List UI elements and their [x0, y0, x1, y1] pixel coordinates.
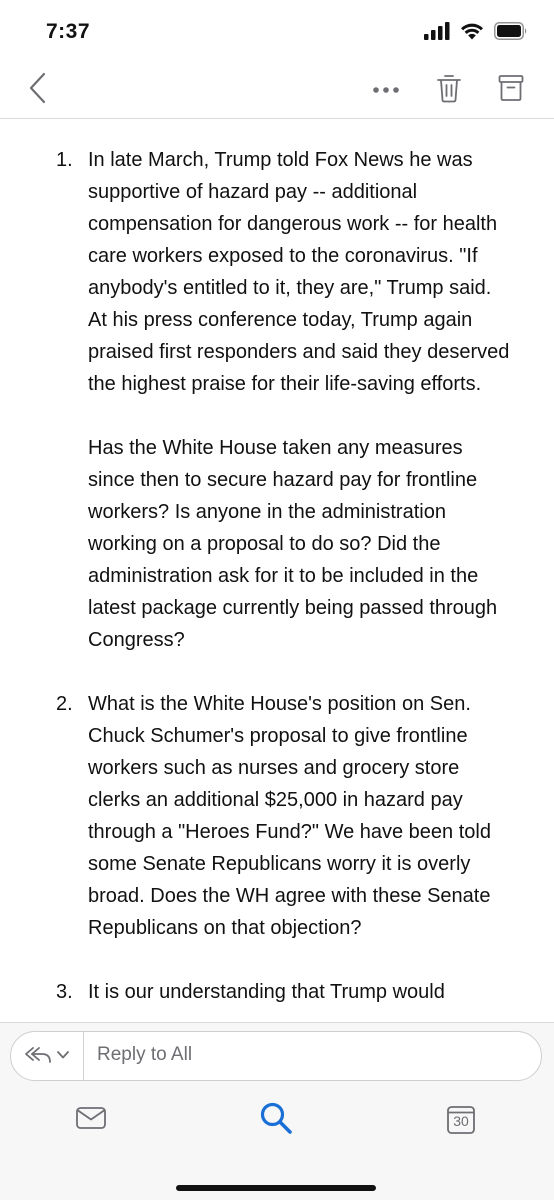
chevron-left-icon: [27, 72, 49, 109]
list-item: [0, 144, 554, 656]
email-toolbar: [0, 64, 554, 119]
status-bar: [0, 0, 554, 64]
archive-button[interactable]: [494, 70, 528, 110]
calendar-day: 30: [453, 1113, 469, 1129]
status-time: 7:37: [46, 20, 91, 43]
status-icons: [424, 22, 528, 44]
list-item: [0, 688, 554, 944]
tab-bar: [0, 1090, 554, 1200]
more-button[interactable]: [366, 74, 406, 106]
reply-bar: [0, 1022, 554, 1091]
paragraph: What is the White House's position on Sen. Chuck Schumer's proposal to give frontline workers such as nurses and grocery store clerks an additional $25,000 in hazard pay through a "Heroes Fund?" We have been told some Senate Republicans worry it is overly broad. Does the WH agree with these Senate Republicans on that objection?: [88, 693, 491, 939]
cellular-signal-icon: [424, 22, 450, 45]
list-item-number: 3.: [56, 981, 73, 1003]
paragraph: Has the White House taken any measures since then to secure hazard pay for frontline workers? Is anyone in the administration working on a proposal to do so? Did the administration ask for it to be included in the latest package currently being passed through Congress?: [88, 437, 498, 651]
question-list: [0, 144, 554, 1022]
home-indicator: [176, 1185, 376, 1191]
paragraph: In late March, Trump told Fox News he was supportive of hazard pay -- additional compensation for dangerous work -- for health care workers exposed to the coronavirus. "If anybody's entitled to it, they are," Trump said. At his press conference today, Trump again praised first responders and said they deserved the highest praise for their life-saving efforts.: [88, 149, 510, 395]
search-icon: [258, 1100, 294, 1141]
list-item: [0, 976, 554, 1008]
more-horizontal-icon: [372, 81, 400, 99]
trash-icon: [437, 73, 461, 108]
delete-button[interactable]: [432, 70, 466, 110]
mail-icon: [75, 1105, 107, 1136]
battery-icon: [494, 22, 528, 45]
reply-all-icon: [24, 1045, 52, 1068]
reply-mode-button[interactable]: [11, 1032, 84, 1080]
list-item-number: 2.: [56, 693, 73, 715]
list-item-number: 1.: [56, 149, 73, 171]
calendar-icon: [447, 1106, 475, 1134]
wifi-icon: [460, 22, 484, 45]
chevron-down-icon: [56, 1047, 70, 1065]
reply-placeholder: Reply to All: [97, 1044, 193, 1065]
tab-mail[interactable]: [68, 1100, 114, 1140]
back-button[interactable]: [20, 70, 56, 110]
tab-calendar[interactable]: [438, 1100, 484, 1140]
tab-search[interactable]: [253, 1100, 299, 1140]
archive-icon: [498, 74, 524, 107]
email-body: [0, 118, 554, 1022]
paragraph: It is our understanding that Trump would: [88, 981, 445, 1003]
reply-field[interactable]: [10, 1031, 542, 1081]
